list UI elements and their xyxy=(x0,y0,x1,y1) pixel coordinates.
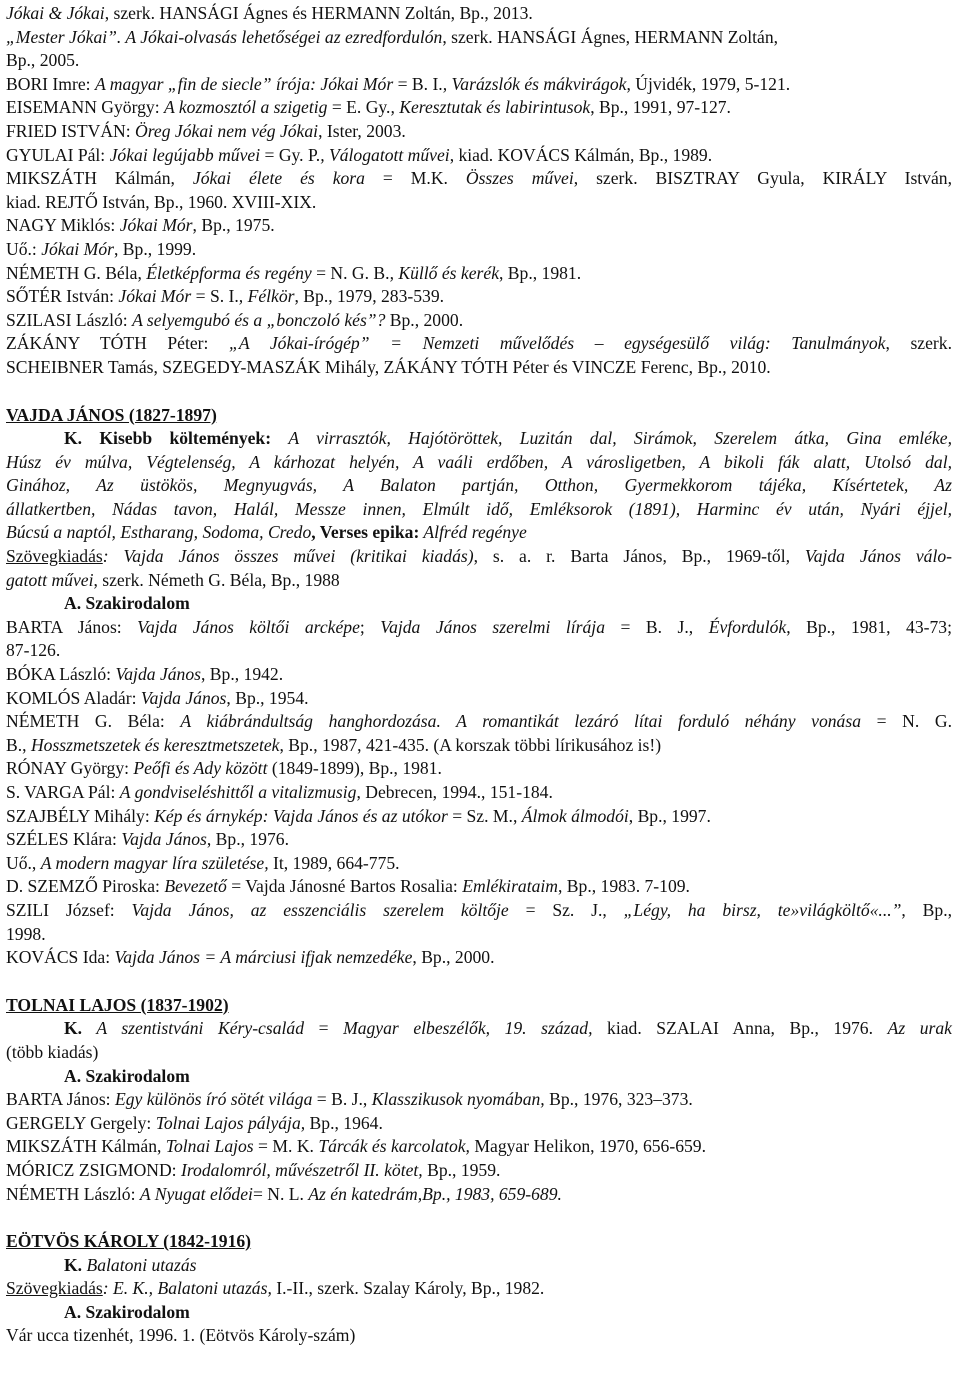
reference-entry: KOMLÓS Aladár: Vajda János, Bp., 1954. xyxy=(6,687,309,708)
reference-entry: NÉMETH G. Béla, Életképforma és regény = N. G. B., Küllő és kerék, Bp., 1981. xyxy=(6,262,582,283)
reference-entry: MIKSZÁTH Kálmán, Jókai élete és kora = M.K. Összes művei, szerk. BISZTRAY Gyula, KIRÁLY István, xyxy=(6,168,952,189)
reference-entry: EISEMANN György: A kozmosztól a szigetig = E. Gy., Keresztutak és labirintusok, Bp., 1991, 97-127. xyxy=(6,97,731,118)
reference-entry: KOVÁCS Ida: Vajda János = A márciusi ifjak nemzedéke, Bp., 2000. xyxy=(6,947,495,968)
reference-entry: MÓRICZ ZSIGMOND: Irodalomról, művészetről II. kötet, Bp., 1959. xyxy=(6,1159,501,1180)
secondary-literature-label: A. Szakirodalom xyxy=(64,593,190,614)
section-gap xyxy=(6,1206,952,1230)
works-list: K. Balatoni utazás xyxy=(64,1254,197,1275)
reference-continuation: 1998. xyxy=(6,923,46,944)
reference-entry: D. SZEMZŐ Piroska: Bevezető = Vajda Jánosné Bartos Rosalia: Emlékirataim, Bp., 1983. 7-109. xyxy=(6,876,690,897)
works-list: Húsz év múlva, Végtelenség, A kárhozat helyén, A vaáli erdőben, A városligetben, A bikoli fák alatt, Utolsó dal, xyxy=(6,451,952,472)
text-edition: Szövegkiadás: Vajda János összes művei (kritikai kiadás), s. a. r. Barta János, Bp., 1969-től, Vajda János válo- xyxy=(6,546,952,567)
reference-entry: MIKSZÁTH Kálmán, Tolnai Lajos = M. K. Tárcák és karcolatok, Magyar Helikon, 1970, 656-659. xyxy=(6,1136,706,1157)
works-list: állatkertben, Nádas tavon, Halál, Messze innen, Elmúlt idő, Emléksorok (1891), Harminc év után, Nyári éjjel, xyxy=(6,498,952,519)
reference-entry: SZÉLES Klára: Vajda János, Bp., 1976. xyxy=(6,829,289,850)
text-edition: Szövegkiadás: E. K., Balatoni utazás, I.-II., szerk. Szalay Károly, Bp., 1982. xyxy=(6,1278,545,1299)
reference-entry: GERGELY Gergely: Tolnai Lajos pályája, Bp., 1964. xyxy=(6,1112,383,1133)
reference-entry: „Mester Jókai”. A Jókai-olvasás lehetőségei az ezredfordulón, szerk. HANSÁGI Ágnes, HERMANN Zoltán, xyxy=(6,26,779,47)
works-list: K. Kisebb költemények: A virrasztók, Hajótöröttek, Luzitán dal, Sirámok, Szerelem átka, Gina emléke, xyxy=(64,428,953,449)
reference-continuation: B., Hosszmetszetek és keresztmetszetek, Bp., 1987, 421-435. (A korszak többi lírikusához is!) xyxy=(6,734,662,755)
reference-entry: SZILI József: Vajda János, az esszenciális szerelem költője = Sz. J., „Légy, ha birsz, te»világköltő«...”, Bp., xyxy=(6,899,952,920)
section-gap xyxy=(6,380,952,404)
secondary-literature-label: A. Szakirodalom xyxy=(64,1301,190,1322)
reference-entry: NÉMETH G. Béla: A kiábrándultság hanghordozása. A romantikát lezáró lítai forduló néhány vonása = N. G. xyxy=(6,711,953,732)
reference-continuation: Bp., 2005. xyxy=(6,50,80,71)
secondary-literature-label: A. Szakirodalom xyxy=(64,1065,190,1086)
reference-entry: GYULAI Pál: Jókai legújabb művei = Gy. P., Válogatott művei, kiad. KOVÁCS Kálmán, Bp., 1989. xyxy=(6,144,713,165)
reference-entry: BÓKA László: Vajda János, Bp., 1942. xyxy=(6,664,284,685)
reference-entry: ZÁKÁNY TÓTH Péter: „A Jókai-írógép” = Nemzeti művelődés – egységesülő világ: Tanulmányok, szerk. xyxy=(6,333,952,354)
reference-entry: Vár ucca tizenhét, 1996. 1. (Eötvös Károly-szám) xyxy=(6,1325,356,1346)
works-list: K. A szentistváni Kéry-család = Magyar elbeszélők, 19. század, kiad. SZALAI Anna, Bp., 1976. Az urak xyxy=(64,1018,952,1039)
reference-entry: BORI Imre: A magyar „fin de siecle” írója: Jókai Mór = B. I., Varázslók és mákvirágok, Újvidék, 1979, 5-121. xyxy=(6,73,791,94)
section-heading-eotvos: EÖTVÖS KÁROLY (1842-1916) xyxy=(6,1231,252,1252)
reference-entry: SŐTÉR István: Jókai Mór = S. I., Félkör, Bp., 1979, 283-539. xyxy=(6,286,445,307)
reference-entry: S. VARGA Pál: A gondviseléshittől a vitalizmusig, Debrecen, 1994., 151-184. xyxy=(6,782,553,802)
section-heading-vajda: VAJDA JÁNOS (1827-1897) xyxy=(6,404,217,425)
works-list: (több kiadás) xyxy=(6,1041,99,1062)
reference-continuation: SCHEIBNER Tamás, SZEGEDY-MASZÁK Mihály, ZÁKÁNY TÓTH Péter és VINCZE Ferenc, Bp., 2010. xyxy=(6,356,771,377)
section-gap xyxy=(6,970,952,994)
works-list: Ginához, Az üstökös, Megnyugvás, A Balaton partján, Otthon, Gyermekkorom tájéka, Kísértetek, Az xyxy=(6,475,952,496)
reference-entry: NAGY Miklós: Jókai Mór, Bp., 1975. xyxy=(6,215,275,236)
text-edition: gatott művei, szerk. Németh G. Béla, Bp., 1988 xyxy=(6,569,340,590)
reference-entry: Uő.: Jókai Mór, Bp., 1999. xyxy=(6,238,197,259)
reference-entry: NÉMETH László: A Nyugat elődei= N. L. Az én katedrám,Bp., 1983, 659-689. xyxy=(6,1183,562,1204)
reference-entry: Uő., A modern magyar líra születése, It, 1989, 664-775. xyxy=(6,852,400,873)
works-list: Búcsú a naptól, Estharang, Sodoma, Credo, Verses epika: Alfréd regénye xyxy=(6,522,527,543)
reference-entry: SZAJBÉLY Mihály: Kép és árnykép: Vajda János és az utókor = Sz. M., Álmok álmodói, Bp., 1997. xyxy=(6,805,711,826)
reference-entry: RÓNAY György: Peőfi és Ady között (1849-1899), Bp., 1981. xyxy=(6,758,442,779)
reference-entry: Jókai & Jókai, szerk. HANSÁGI Ágnes és HERMANN Zoltán, Bp., 2013. xyxy=(6,3,533,23)
reference-continuation: 87-126. xyxy=(6,640,61,661)
section-heading-tolnai: TOLNAI LAJOS (1837-1902) xyxy=(6,994,229,1015)
reference-continuation: kiad. REJTŐ István, Bp., 1960. XVIII-XIX. xyxy=(6,191,317,212)
reference-entry: FRIED ISTVÁN: Öreg Jókai nem vég Jókai, Ister, 2003. xyxy=(6,120,406,141)
reference-entry: BARTA János: Vajda János költői arcképe; Vajda János szerelmi lírája = B. J., Évfordulók, Bp., 1981, 43-73; xyxy=(6,616,952,637)
reference-entry: BARTA János: Egy különös író sötét világa = B. J., Klasszikusok nyomában, Bp., 1976, 323–373. xyxy=(6,1089,693,1110)
reference-entry: SZILASI László: A selyemgubó és a „bonczoló kés”? Bp., 2000. xyxy=(6,309,464,330)
